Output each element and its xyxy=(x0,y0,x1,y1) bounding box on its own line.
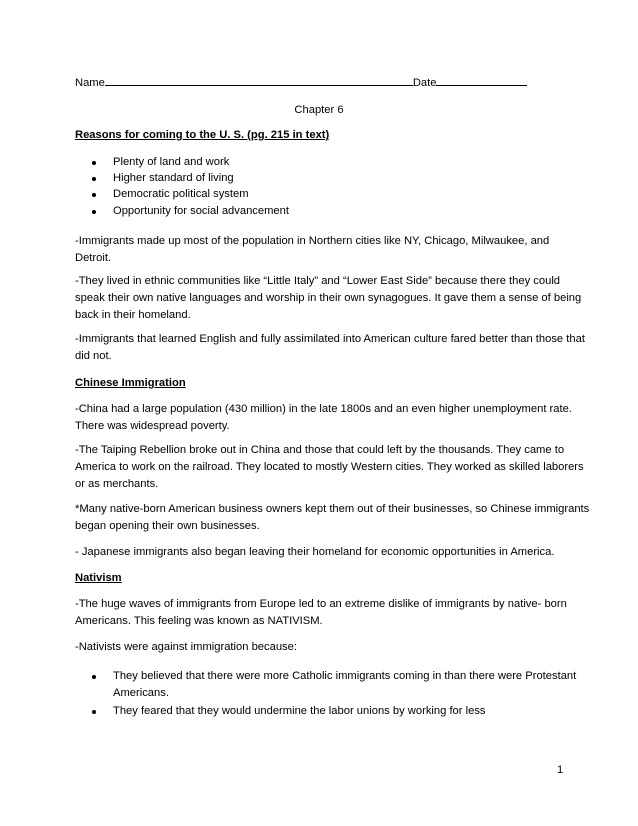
paragraph-line: -China had a large population (430 million) in the late 1800s and an even higher unemployment rate. xyxy=(75,403,572,415)
paragraph-line: back in their homeland. xyxy=(75,309,191,321)
name-date-line xyxy=(75,75,527,90)
paragraph-line: or as merchants. xyxy=(75,478,159,490)
nativism-bullet: They believed that there were more Catholic immigrants coming in than there were Protestant xyxy=(113,670,577,682)
chapter-title: Chapter 6 xyxy=(294,104,344,116)
paragraph-line: Americans. This feeling was known as NATIVISM. xyxy=(75,615,323,627)
paragraph-line: There was widespread poverty. xyxy=(75,420,230,432)
paragraph-line: -The Taiping Rebellion broke out in China and those that could left by the thousands. They came to xyxy=(75,444,565,456)
date-blank xyxy=(436,75,527,86)
paragraph-line: -The huge waves of immigrants from Europe led to an extreme dislike of immigrants by native- born xyxy=(75,598,567,610)
reasons-bullet: Opportunity for social advancement xyxy=(113,205,289,217)
paragraph-line: -Immigrants made up most of the population in Northern cities like NY, Chicago, Milwaukee, and xyxy=(75,235,550,247)
paragraph-line: speak their own native languages and worship in their own synagogues. It gave them a sense of being xyxy=(75,292,582,304)
paragraph-line: did not. xyxy=(75,350,112,362)
reasons-bullet: Plenty of land and work xyxy=(113,156,230,168)
paragraph-line: Detroit. xyxy=(75,252,112,264)
paragraph-line: *Many native-born American business owners kept them out of their businesses, so Chinese immigrants xyxy=(75,503,590,515)
bullet-icon xyxy=(92,177,96,181)
bullet-icon xyxy=(92,210,96,214)
date-label: Date xyxy=(412,77,437,89)
reasons-heading: Reasons for coming to the U. S. (pg. 215 in text) xyxy=(75,129,330,141)
name-label: Name xyxy=(75,77,105,89)
paragraph-line: -They lived in ethnic communities like “Little Italy” and “Lower East Side” because there they could xyxy=(75,275,561,287)
paragraph-line: -Nativists were against immigration because: xyxy=(75,641,297,653)
chinese-heading: Chinese Immigration xyxy=(75,377,186,389)
paragraph-line: began opening their own businesses. xyxy=(75,520,260,532)
nativism-bullet: They feared that they would undermine the labor unions by working for less xyxy=(113,705,486,717)
page-number: 1 xyxy=(557,764,564,776)
reasons-bullet: Higher standard of living xyxy=(113,172,234,184)
paragraph-line: - Japanese immigrants also began leaving their homeland for economic opportunities in America. xyxy=(75,546,555,558)
name-blank xyxy=(105,75,413,86)
bullet-icon xyxy=(92,161,96,165)
reasons-bullet: Democratic political system xyxy=(113,188,249,200)
nativism-heading: Nativism xyxy=(75,572,122,584)
bullet-icon xyxy=(92,710,96,714)
nativism-bullet-cont: Americans. xyxy=(113,687,169,699)
bullet-icon xyxy=(92,675,96,679)
paragraph-line: America to work on the railroad. They located to mostly Western cities. They worked as skilled laborers xyxy=(75,461,584,473)
bullet-icon xyxy=(92,193,96,197)
paragraph-line: -Immigrants that learned English and fully assimilated into American culture fared better than those that xyxy=(75,333,585,345)
